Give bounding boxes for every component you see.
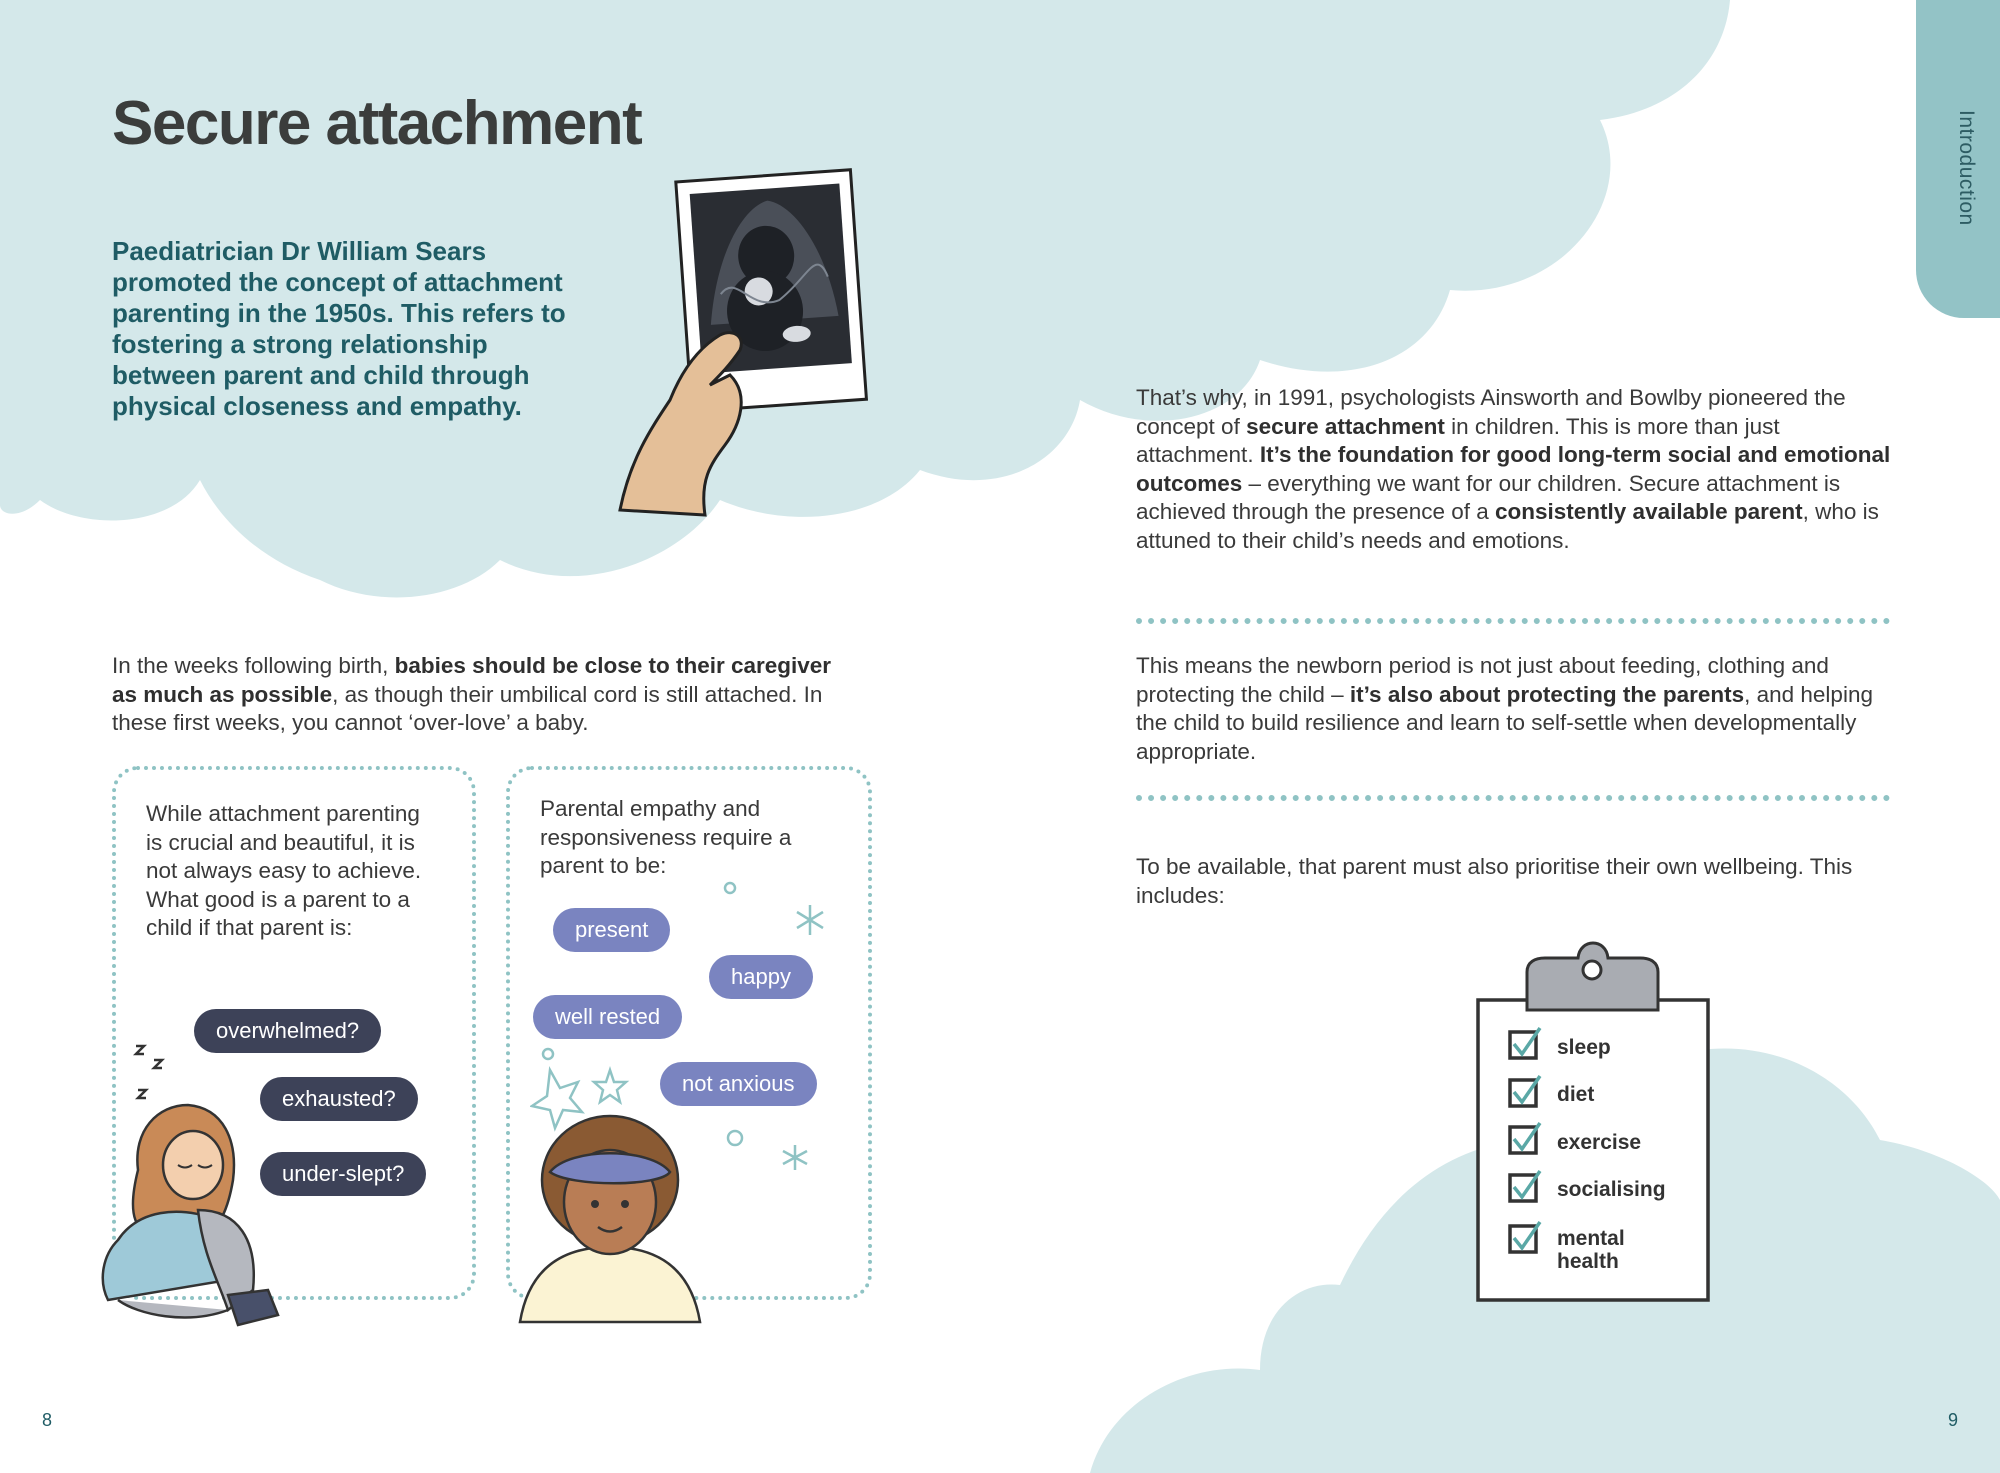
pill-overwhelmed: overwhelmed?: [194, 1009, 381, 1053]
pill-not-anxious: not anxious: [660, 1062, 817, 1106]
right-paragraph-2: This means the newborn period is not just about feeding, clothing and protecting the child – it’s also about protecting the parents, and helping the child to build resilience and learn to self-settle when developmentally appropriate.: [1136, 653, 1873, 764]
checklist-item-diet: diet: [1557, 1083, 1595, 1106]
checklist-item-mental-health: mental health: [1557, 1227, 1625, 1273]
pill-exhausted: exhausted?: [260, 1077, 418, 1121]
page-number-left: 8: [42, 1410, 53, 1430]
page-title: Secure attachment: [112, 89, 642, 158]
pill-well-rested: well rested: [533, 995, 682, 1039]
left-body-paragraph: In the weeks following birth, babies should be close to their caregiver as much as possible, as though their umbilical cord is still attached. In these first weeks, you cannot ‘over-love’ a baby.: [112, 653, 832, 735]
box1-text: While attachment parenting is crucial and beautiful, it is not always easy to achieve. What good is a parent to a child if that parent is:: [146, 801, 422, 940]
box2-text: Parental empathy and responsiveness require a parent to be:: [540, 796, 792, 878]
pill-happy: happy: [709, 955, 813, 999]
checklist-item-exercise: exercise: [1557, 1131, 1642, 1154]
section-tab-label: Introduction: [1955, 110, 1978, 226]
dotted-divider-1: [1136, 618, 1890, 624]
right-paragraph-3: To be available, that parent must also prioritise their own wellbeing. This includes:: [1136, 854, 1853, 908]
calm-parent-illustration: [510, 1112, 710, 1332]
pill-under-slept: under-slept?: [260, 1152, 426, 1196]
checklist-item-sleep: sleep: [1557, 1036, 1611, 1059]
dotted-divider-2: [1136, 795, 1890, 801]
pill-present: present: [553, 908, 670, 952]
ultrasound-photo-illustration: [610, 160, 890, 520]
intro-paragraph: Paediatrician Dr William Sears promoted the concept of attachment parenting in the 1950s. This refers to fostering a strong relationship between parent and child through physical closeness and empathy.: [112, 236, 566, 421]
checklist-item-socialising: socialising: [1557, 1178, 1666, 1201]
right-paragraph-1: That’s why, in 1991, psychologists Ainsworth and Bowlby pioneered the concept of secure attachment in children. This is more than just attachment. It’s the foundation for good long-term social and emotional outcomes – everything we want for our children. Secure attachment is achieved through the presence of a consistently available parent, who is attuned to their child’s needs and emotions.: [1136, 385, 1891, 553]
tired-parent-illustration: [78, 1040, 308, 1330]
page-number-right: 9: [1948, 1410, 1959, 1430]
